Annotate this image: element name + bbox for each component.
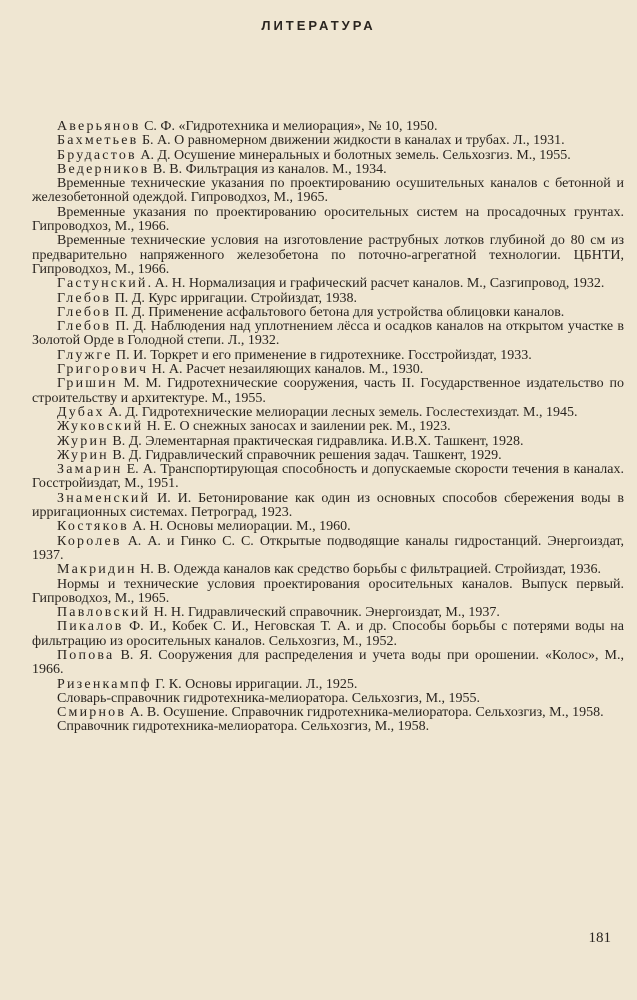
reference-author: Журин [57,447,109,463]
reference-author: Смирнов [57,705,127,721]
reference-entry [32,520,624,534]
reference-entry [32,363,624,377]
reference-author: Знаменский [57,490,151,506]
reference-text: Временные указания по проектированию оросительных систем на просадочных грунтах. Гипроводхоз, М., 1966. [32,204,624,235]
reference-author: Глебов [57,304,112,320]
reference-author: Павловский [57,605,151,621]
reference-text: В. Я. Сооружения для распределения и учета воды при орошении. «Колос», М., 1966. [32,647,624,678]
reference-text: А. А. и Гинко С. С. Открытые подводящие каналы гидростанций. Энергоиздат, 1937. [32,533,624,563]
reference-author: Бахметьев [57,133,139,149]
reference-author: Брудастов [57,147,137,163]
reference-author: Аверьянов [57,119,141,134]
reference-author: Дубах [57,404,105,420]
page-number: 181 [588,930,611,946]
reference-author: Журин [57,433,109,449]
reference-entry [32,292,624,306]
reference-author: Глебов [57,319,112,335]
reference-entry [32,320,624,349]
reference-entry [32,349,624,363]
reference-author: Ведерников [57,161,150,177]
reference-text: И. И. Бетонирование как один из основных способов сбережения воды в ирригационных системах. Петроград, 1923. [32,490,624,521]
reference-text: С. Ф. «Гидротехника и мелиорация», № 10, 1950. [140,119,438,134]
reference-author: Попова [57,647,115,663]
reference-list [32,120,624,735]
reference-entry [32,234,624,277]
reference-entry [32,420,624,434]
reference-entry [32,463,624,492]
reference-entry [32,535,624,564]
reference-entry [32,706,624,720]
reference-entry [32,678,624,692]
reference-text: Нормы и технические условия проектирования оросительных каналов. Выпуск первый. Гипроводхоз, М., 1965. [32,576,624,606]
reference-entry [32,177,624,206]
reference-text: А. Н. Основы мелиорации. М., 1960. [128,519,351,535]
reference-text: В. В. Фильтрация из каналов. М., 1934. [149,161,387,177]
reference-text: А. В. Осушение. Справочник гидротехника-мелиоратора. Сельхозгиз, М., 1958. [126,705,604,721]
reference-author: Глужге [57,347,113,363]
reference-entry [32,435,624,449]
reference-text: М. М. Гидротехнические сооружения, часть II. Государственное издательство по строительству и архитектуре. М., 1955. [32,376,624,406]
reference-text: Е. А. Транспортирующая способность и допускаемые скорости течения в каналах. Госстройиздат, М., 1951. [32,462,624,492]
reference-text: Словарь-справочник гидротехника-мелиоратора. Сельхозгиз, М., 1955. [57,690,481,706]
reference-text: П. И. Торкрет и его применение в гидротехнике. Госстройиздат, 1933. [112,347,532,363]
reference-text: Н. А. Расчет незаиляющих каналов. М., 1930. [148,362,424,378]
reference-text: Г. К. Основы ирригации. Л., 1925. [151,676,358,692]
reference-text: П. Д. Наблюдения над уплотнением лёсса и осадков каналов на открытом участке в Золотой Орде в Голодной степи. Л., 1932. [32,319,624,349]
reference-text: А. Д. Осушение минеральных и болотных земель. Сельхозгиз. М., 1955. [136,147,571,163]
reference-author: Костяков [57,519,129,535]
reference-text: Временные технические указания по проектированию осушительных каналов с бетонной и железобетонной одеждой. Гипроводхоз, М., 1965. [32,176,624,206]
reference-text: П. Д. Курс ирригации. Стройиздат, 1938. [111,290,358,306]
reference-entry [32,620,624,649]
reference-entry [32,692,624,706]
reference-entry [32,134,624,148]
reference-text: Н. Е. О снежных заносах и заилении рек. М., 1923. [143,419,451,435]
reference-entry [32,406,624,420]
reference-entry [32,277,624,291]
reference-author: Гастунский [57,276,148,292]
reference-text: . А. Н. Нормализация и графический расчет каналов. М., Сазгипровод, 1932. [147,276,605,292]
reference-entry [32,377,624,406]
reference-text: П. Д. Применение асфальтового бетона для устройства облицовки каналов. [111,304,565,320]
reference-text: Б. А. О равномерном движении жидкости в каналах и трубах. Л., 1931. [138,133,565,149]
reference-text: Ф. И., Кобек С. И., Неговская Т. А. и др. Способы борьбы с потерями воды на фильтрацию из оросительных каналов. Сельхозгиз, М., 1952. [32,619,624,649]
reference-author: Королев [57,533,122,549]
reference-text: В. Д. Гидравлический справочник решения задач. Ташкент, 1929. [108,447,502,463]
reference-entry [32,306,624,320]
reference-text: Справочник гидротехника-мелиоратора. Сельхозгиз, М., 1958. [57,719,430,735]
reference-author: Григорович [57,362,149,378]
reference-text: Временные технические условия на изготовление раструбных лотков глубиной до 80 см из предварительно напряженного железобетона по поточно-агрегатной технологии. ЦБНТИ, Гипроводхоз, М., 1966. [32,233,624,277]
reference-text: Н. В. Одежда каналов как средство борьбы с фильтрацией. Стройиздат, 1936. [136,562,602,578]
reference-author: Пикалов [57,619,124,635]
reference-author: Замарин [57,462,123,478]
reference-author: Макридин [57,562,137,578]
reference-entry [32,163,624,177]
reference-entry [32,578,624,607]
reference-entry [32,606,624,620]
reference-entry [32,563,624,577]
page-title: ЛИТЕРАТУРА [261,18,376,33]
reference-entry [32,720,624,734]
reference-author: Ризенкампф [57,676,152,692]
reference-entry [32,206,624,235]
reference-entry [32,492,624,521]
reference-entry [32,149,624,163]
reference-text: А. Д. Гидротехнические мелиорации лесных земель. Гослестехиздат. М., 1945. [104,404,578,420]
reference-entry [32,649,624,678]
reference-text: В. Д. Элементарная практическая гидравлика. И.В.Х. Ташкент, 1928. [108,433,524,449]
reference-entry [32,120,624,134]
reference-author: Глебов [57,290,112,306]
reference-author: Жуковский [57,419,144,435]
reference-entry [32,449,624,463]
reference-text: Н. Н. Гидравлический справочник. Энергоиздат, М., 1937. [150,605,500,621]
reference-author: Гришин [57,376,118,392]
